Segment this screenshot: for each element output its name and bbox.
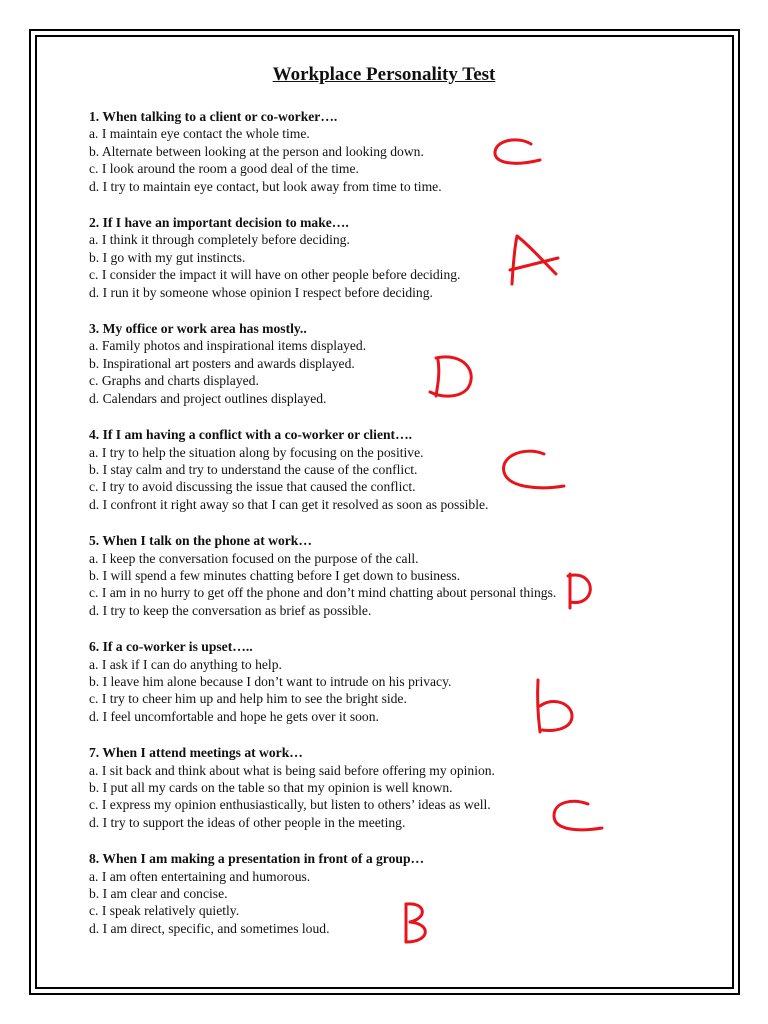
question-heading: 1. When talking to a client or co-worker…. (89, 109, 338, 124)
option-c: c. Graphs and charts displayed. (89, 373, 259, 389)
option-d: d. I feel uncomfortable and hope he gets over it soon. (89, 708, 379, 724)
option-c: c. I express my opinion enthusiastically, but listen to others’ ideas as well. (89, 797, 491, 813)
question-heading: 5. When I talk on the phone at work… (89, 533, 312, 549)
handwritten-answer-4 (492, 444, 572, 499)
option-b: b. I stay calm and try to understand the cause of the conflict. (89, 461, 418, 477)
question-7 (89, 744, 559, 831)
option-b: b. I put all my cards on the table so that my opinion is well known. (89, 780, 453, 795)
option-c: c. I consider the impact it will have on other people before deciding. (89, 267, 461, 283)
option-b: b. I am clear and concise. (89, 886, 228, 902)
option-d: d. I try to support the ideas of other people in the meeting. (89, 814, 406, 830)
handwritten-answer-7 (544, 794, 609, 839)
question-8 (89, 850, 559, 937)
option-c: c. I try to avoid discussing the issue that caused the conflict. (89, 479, 416, 495)
handwritten-answer-1 (486, 130, 556, 175)
question-5 (89, 532, 559, 619)
option-c: c. I look around the room a good deal of the time. (89, 161, 359, 177)
option-b: b. I leave him alone because I don’t want to intrude on his privacy. (89, 673, 452, 689)
question-heading: 8. When I am making a presentation in front of a group… (89, 851, 425, 867)
option-d: d. I try to maintain eye contact, but look away from time to time. (89, 178, 442, 194)
handwritten-answer-6 (528, 676, 583, 736)
handwritten-answer-5 (560, 568, 600, 613)
option-d: d. I try to keep the conversation as brief as possible. (89, 602, 372, 618)
option-a: a. I keep the conversation focused on the purpose of the call. (89, 550, 419, 566)
option-a: a. I am often entertaining and humorous. (89, 868, 311, 884)
page-title: Workplace Personality Test (272, 64, 496, 85)
option-a: a. I try to help the situation along by focusing on the positive. (89, 444, 424, 460)
option-b: b. Alternate between looking at the person and looking down. (89, 143, 424, 159)
questions-list (89, 108, 559, 956)
question-heading: 2. If I have an important decision to make…. (89, 215, 349, 231)
option-c: c. I am in no hurry to get off the phone and don’t mind chatting about personal things. (89, 585, 557, 601)
option-a: a. I ask if I can do anything to help. (89, 656, 282, 672)
handwritten-answer-8 (396, 898, 441, 948)
question-4 (89, 426, 559, 513)
option-a: a. I sit back and think about what is being said before offering my opinion. (89, 762, 495, 778)
option-d: d. Calendars and project outlines displayed. (89, 390, 327, 406)
option-b: b. I go with my gut instincts. (89, 249, 246, 265)
question-3 (89, 320, 559, 407)
option-b: b. I will spend a few minutes chatting before I get down to business. (89, 567, 461, 583)
question-2 (89, 214, 559, 301)
option-c: c. I speak relatively quietly. (89, 903, 240, 919)
question-heading: 4. If I am having a conflict with a co-worker or client…. (89, 427, 413, 443)
option-d: d. I run it by someone whose opinion I respect before deciding. (89, 284, 433, 300)
option-a: a. I maintain eye contact the whole time. (89, 126, 310, 142)
option-b: b. Inspirational art posters and awards displayed. (89, 355, 355, 371)
question-heading: 3. My office or work area has mostly.. (89, 321, 307, 337)
handwritten-answer-2 (500, 228, 570, 293)
handwritten-answer-3 (424, 350, 484, 405)
option-a: a. I think it through completely before deciding. (89, 232, 350, 248)
option-d: d. I confront it right away so that I can get it resolved as soon as possible. (89, 496, 489, 512)
option-a: a. Family photos and inspirational items displayed. (89, 338, 367, 354)
option-c: c. I try to cheer him up and help him to see the bright side. (89, 691, 407, 707)
question-6 (89, 638, 559, 725)
option-d: d. I am direct, specific, and sometimes loud. (89, 920, 330, 936)
question-heading: 6. If a co-worker is upset….. (89, 639, 253, 655)
question-heading: 7. When I attend meetings at work… (89, 745, 303, 761)
